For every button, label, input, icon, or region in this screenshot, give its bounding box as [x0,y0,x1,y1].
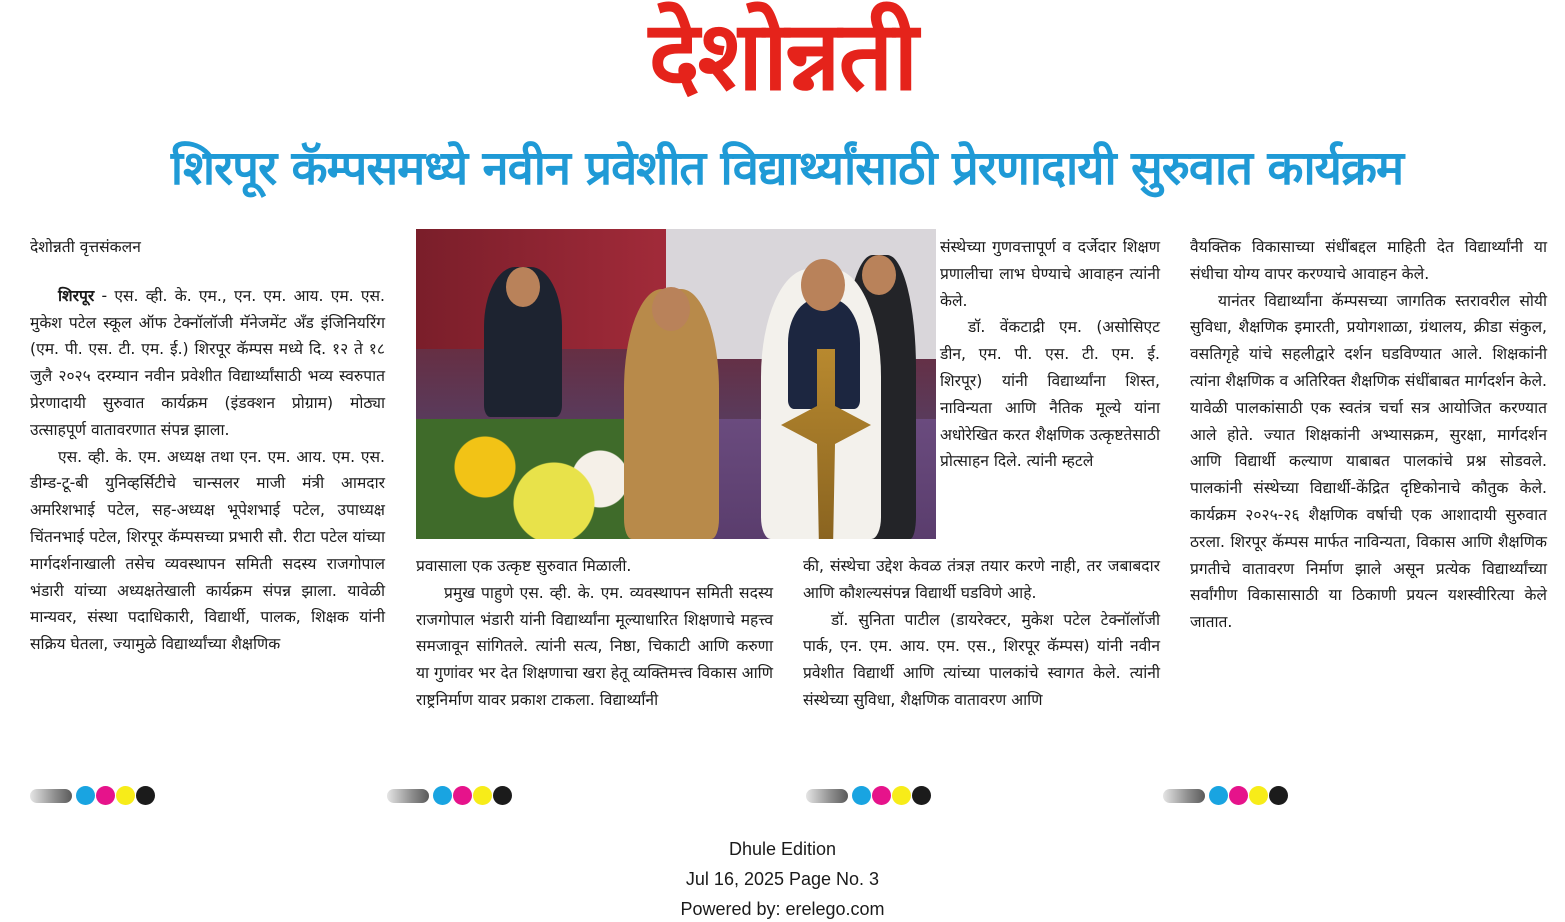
photo-flowers [416,419,646,539]
article-column-3-bottom [803,553,1160,714]
article-column-1 [30,234,385,658]
photo-head [652,287,690,331]
article-column-4 [1190,234,1547,636]
cyan-dot [433,786,452,805]
newspaper-logo: देशोन्नती [648,0,917,112]
article-paragraph: प्रमुख पाहुणे एस. व्ही. के. एम. व्यवस्थापन समिती सदस्य राजगोपाल भंडारी यांनी विद्यार्थ्यांना मूल्याधारित शिक्षणाचे महत्त्व समजावून सांगितले. त्यांनी सत्य, निष्ठा, चिकाटी आणि करुणा या गुणांवर भर देत शिक्षणाचा खरा हेतू व्यक्तिमत्त्व विकास आणि राष्ट्रनिर्माण यावर प्रकाश टाकला. विद्यार्थ्यांनी [416,583,773,709]
cyan-dot [852,786,871,805]
magenta-dot [96,786,115,805]
photo-head [862,255,896,295]
cyan-dot [76,786,95,805]
article-column-2 [416,553,773,714]
print-color-bar [387,786,513,806]
black-dot [1269,786,1288,805]
black-dot [493,786,512,805]
article-paragraph: एस. व्ही. के. एम. अध्यक्ष तथा एन. एम. आय. एम. एस. डीम्ड-टू-बी युनिव्हर्सिटीचे चान्सलर माजी मंत्री आमदार अमरिशभाई पटेल, सह-अध्यक्ष भूपेशभाई पटेल, उपाध्यक्ष चिंतनभाई पटेल, शिरपूर कॅम्पसच्या प्रभारी सौ. रीटा पटेल यांच्या मार्गदर्शनाखाली तसेच व्यवस्थापन समिती सदस्य राजगोपाल भंडारी यांच्या अध्यक्षतेखाली कार्यक्रम संपन्न झाला. यावेळी मान्यवर, संस्था पदाधिकारी, विद्यार्थी, पालक, शिक्षक यांनी सक्रिय घेतला, ज्यामुळे विद्यार्थ्यांच्या शैक्षणिक [30,447,385,654]
article-paragraph: की, संस्थेचा उद्देश केवळ तंत्रज्ञ तयार करणे नाही, तर जबाबदार आणि कौशल्यसंपन्न विद्यार्थी घडविणे आहे. [803,557,1160,602]
article-paragraph: संस्थेच्या गुणवत्तापूर्ण व दर्जेदार शिक्षण प्रणालीचा लाभ घेण्याचे आवाहन त्यांनी केले. [940,238,1160,310]
cyan-dot [1209,786,1228,805]
print-color-bar [1163,786,1289,806]
grey-swatch [806,789,848,803]
article-column-3-top [940,234,1160,475]
print-color-bar [30,786,156,806]
article-paragraph: वैयक्तिक विकासाच्या संधींबद्दल माहिती देत विद्यार्थ्यांनी या संधीचा योग्य वापर करण्याचे आवाहन केले. [1190,238,1547,283]
photo-head [506,267,540,307]
grey-swatch [30,789,72,803]
article-headline: शिरपूर कॅम्पसमध्ये नवीन प्रवेशीत विद्यार्थ्यांसाठी प्रेरणादायी सुरुवात कार्यक्रम [170,141,1404,196]
article-paragraph [30,283,385,444]
grey-swatch [1163,789,1205,803]
event-photo [416,229,936,539]
magenta-dot [453,786,472,805]
dateline-place: शिरपूर [58,286,95,305]
yellow-dot [116,786,135,805]
edition-label: Dhule Edition [728,839,837,859]
magenta-dot [1229,786,1248,805]
paragraph-text: - एस. व्ही. के. एम., एन. एम. आय. एम. एस. मुकेश पटेल स्कूल ऑफ टेक्नॉलॉजी मॅनेजमेंट अँड इंजिनियरिंग (एम. पी. एस. टी. एम. ई.) शिरपूर कॅम्पस मध्ये दि. १२ ते १८ जुलै २०२५ दरम्यान नवीन प्रवेशीत विद्यार्थ्यांसाठी भव्य स्वरुपात प्रेरणादायी सुरुवात कार्यक्रम (इंडक्शन प्रोग्राम) मोठ्या उत्साहपूर्ण वातावरणात संपन्न झाला. [30,286,385,439]
print-color-bar [806,786,932,806]
article-paragraph: यानंतर विद्यार्थ्यांना कॅम्पसच्या जागतिक स्तरावरील सोयी सुविधा, शैक्षणिक इमारती, प्रयोगशाळा, ग्रंथालय, क्रीडा संकुल, वसतिगृहे यांचे सहलीद्वारे दर्शन घडविण्यात आले. शिक्षकांनी त्यांना शैक्षणिक व अतिरिक्त शैक्षणिक संधींबाबत मार्गदर्शन केले. यावेळी पालकांसाठी एक स्वतंत्र चर्चा सत्र आयोजित करण्यात आले होते. ज्यात शिक्षकांनी अभ्यासक्रम, सुरक्षा, मार्गदर्शन आणि विद्यार्थी कल्याण याबाबत पालकांचे प्रश्न सोडवले. पालकांनी संस्थेच्या विद्यार्थी-केंद्रित दृष्टिकोनाचे कौतुक केले. कार्यक्रम २०२५-२६ शैक्षणिक वर्षाची एक आशादायी सुरुवात ठरला. शिरपूर कॅम्पस मार्फत नाविन्यता, विकास आणि शैक्षणिक प्रगतीचे वातावरण निर्माण झाले असून प्रत्येक विद्यार्थ्यांच्या सर्वांगीण विकासासाठी या ठिकाणी प्रयत्न यशस्वीरित्या केले जातात. [1190,291,1547,632]
article-byline: देशोन्नती वृत्तसंकलन [30,238,141,256]
powered-by-label: Powered by: erelego.com [680,899,885,919]
article-paragraph: डॉ. वेंकटाद्री एम. (असोसिएट डीन, एम. पी. एस. टी. एम. ई. शिरपूर) यांनी विद्यार्थ्यांना शिस्त, नाविन्यता आणि नैतिक मूल्ये यांना अधोरेखित करत शैक्षणिक उत्कृष्टतेसाठी प्रोत्साहन दिले. त्यांनी म्हटले [940,318,1160,471]
magenta-dot [872,786,891,805]
masthead [0,0,1565,118]
yellow-dot [1249,786,1268,805]
yellow-dot [892,786,911,805]
article-paragraph: डॉ. सुनिता पाटील (डायरेक्टर, मुकेश पटेल टेक्नॉलॉजी पार्क, एन. एम. आय. एम. एस., शिरपूर कॅम्पस) यांनी नवीन प्रवेशीत विद्यार्थी आणि त्यांच्या पालकांचे स्वागत केले. त्यांनी संस्थेच्या सुविधा, शैक्षणिक वातावरण आणि [803,610,1160,709]
photo-head [801,259,845,311]
article-paragraph: प्रवासाला एक उत्कृष्ट सुरुवात मिळाली. [416,557,632,575]
black-dot [136,786,155,805]
grey-swatch [387,789,429,803]
black-dot [912,786,931,805]
date-page-label: Jul 16, 2025 Page No. 3 [685,869,880,889]
yellow-dot [473,786,492,805]
